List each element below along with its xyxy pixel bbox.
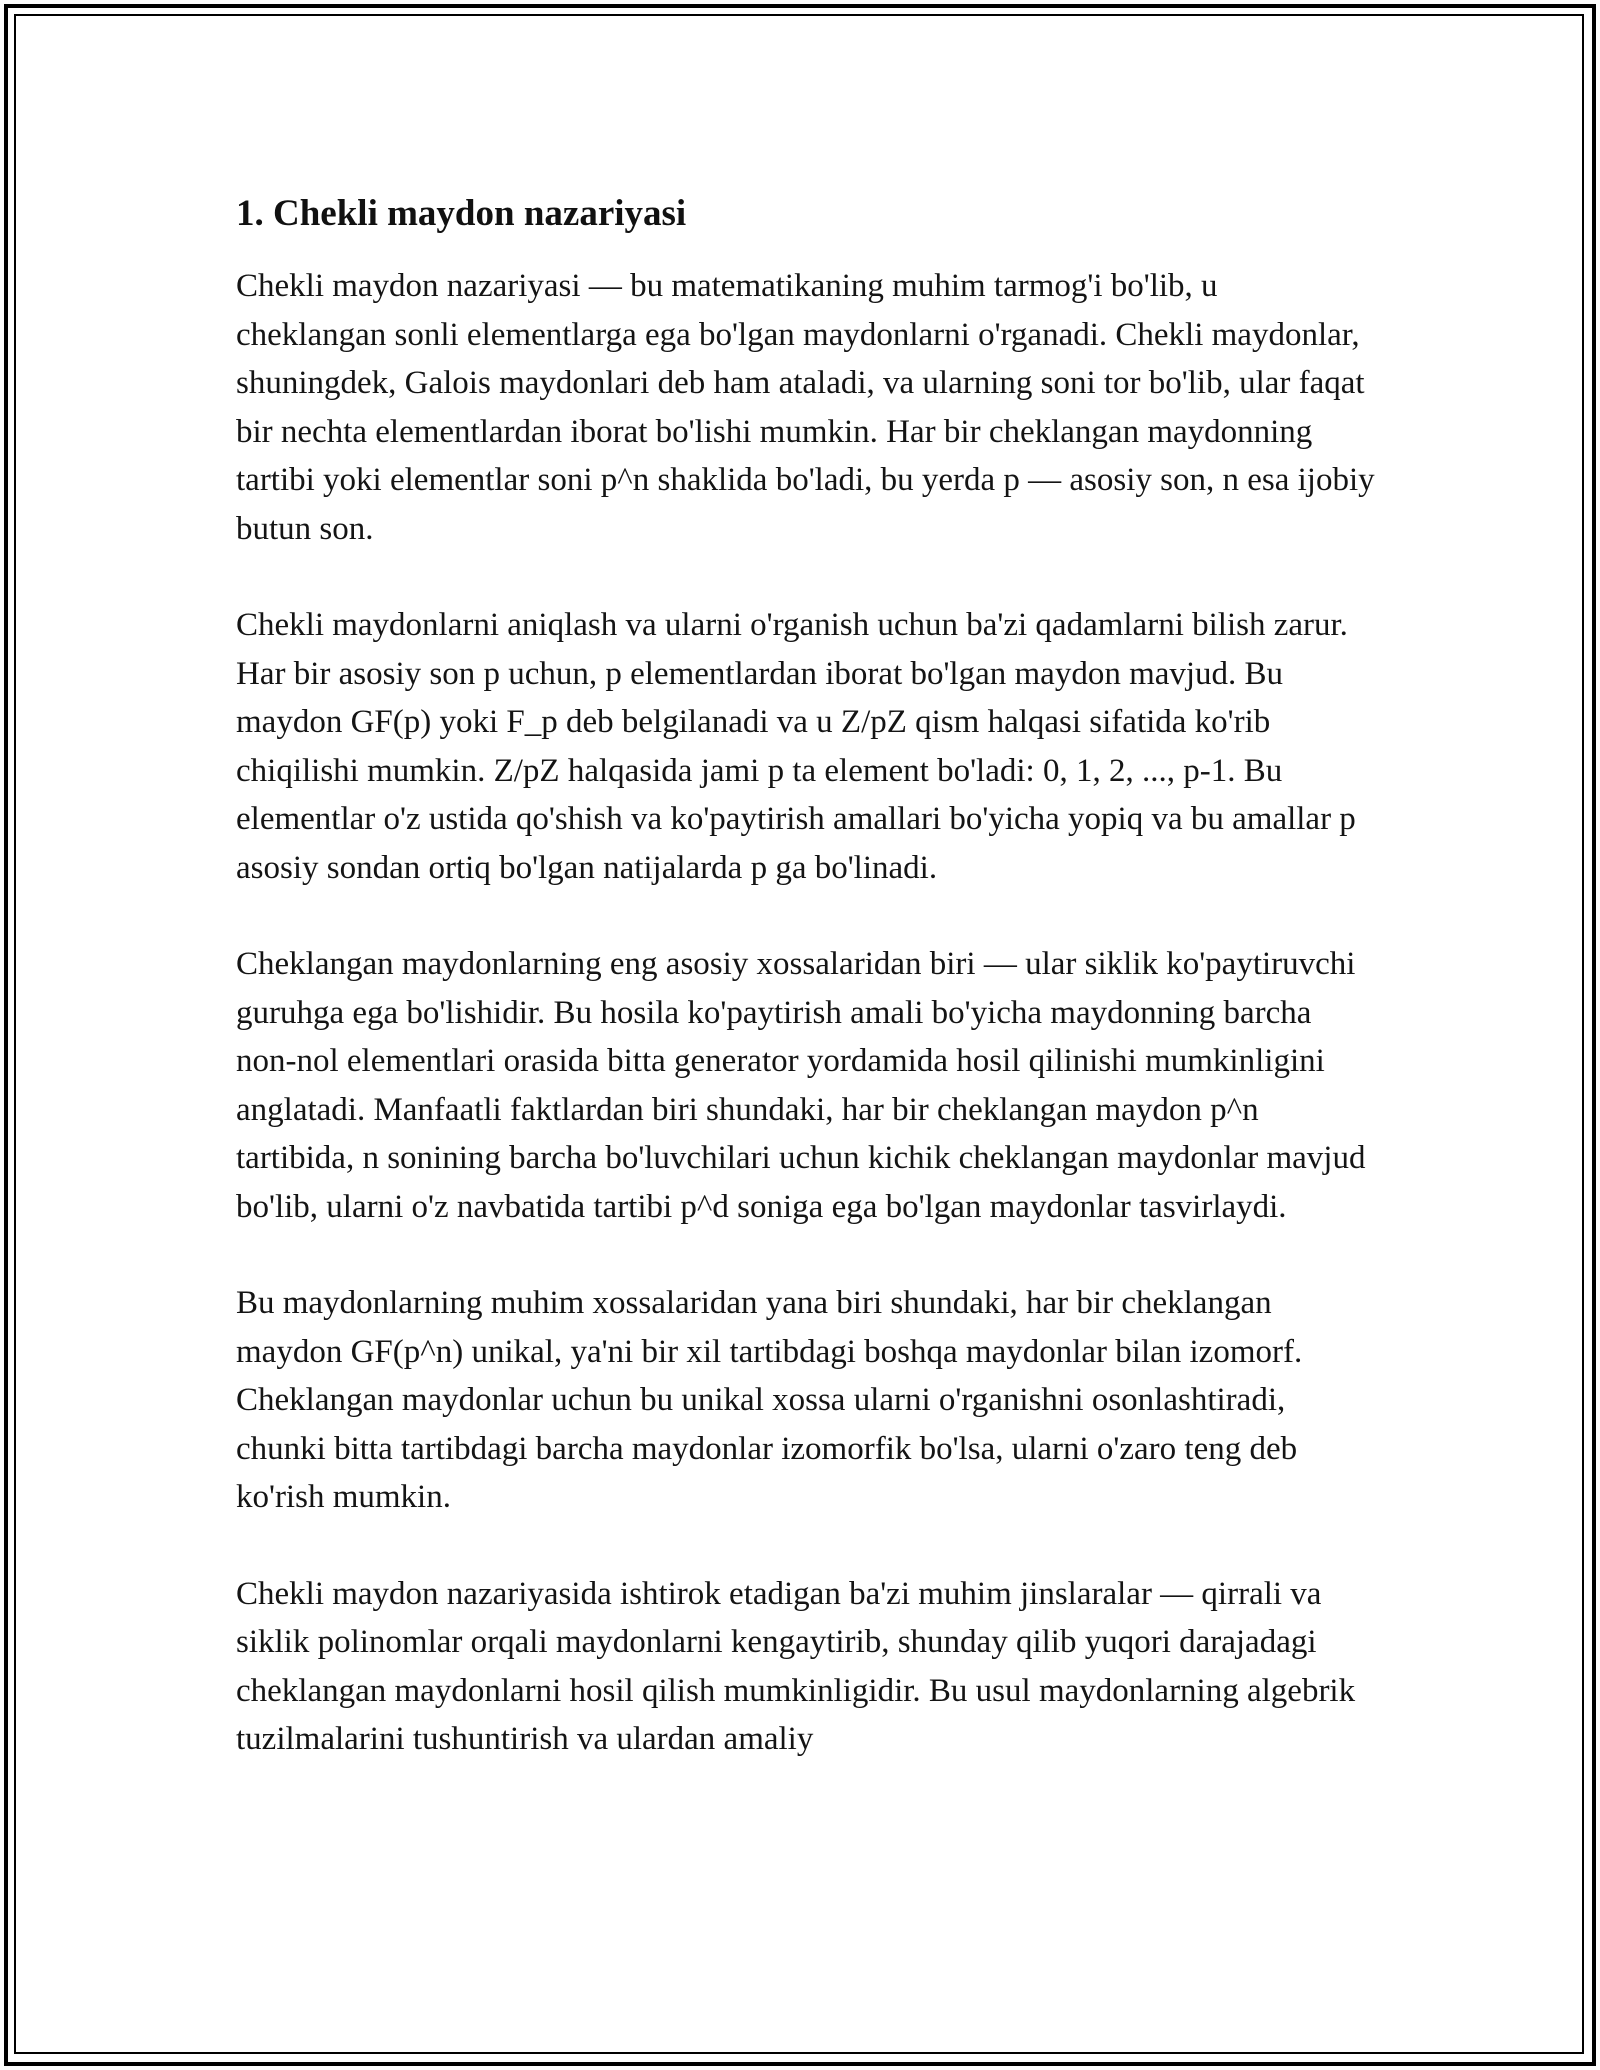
document-body <box>236 186 1376 1812</box>
paragraph-2: Chekli maydonlarni aniqlash va ularni o'rganish uchun ba'zi qadamlarni bilish zarur. Har bir asosiy son p uchun, p elementlardan iborat bo'lgan maydon mavjud. Bu maydon GF(p) yoki F_p deb belgilanadi va u Z/pZ qism halqasi sifatida ko'rib chiqilishi mumkin. Z/pZ halqasida jami p ta element bo'ladi: 0, 1, 2, ..., p-1. Bu elementlar o'z ustida qo'shish va ko'paytirish amallari bo'yicha yopiq va bu amallar p asosiy sondan ortiq bo'lgan natijalarda p ga bo'linadi. <box>236 607 1356 886</box>
paragraph-3: Cheklangan maydonlarning eng asosiy xossalaridan biri — ular siklik ko'paytiruvchi guruhga ega bo'lishidir. Bu hosila ko'paytirish amali bo'yicha maydonning barcha non-nol elementlari orasida bitta generator yordamida hosil qilinishi mumkinligini anglatadi. Manfaatli faktlardan biri shundaki, har bir cheklangan maydon p^n tartibida, n sonining barcha bo'luvchilari uchun kichik cheklangan maydonlar mavjud bo'lib, ularni o'z navbatida tartibi p^d soniga ega bo'lgan maydonlar tasvirlaydi. <box>236 946 1366 1225</box>
paragraph-5: Chekli maydon nazariyasida ishtirok etadigan ba'zi muhim jinslaralar — qirrali va siklik polinomlar orqali maydonlarni kengaytirib, shunday qilib yuqori darajadagi cheklangan maydonlarni hosil qilish mumkinligidir. Bu usul maydonlarning algebrik tuzilmalarini tushuntirish va ulardan amaliy <box>236 1575 1356 1757</box>
paragraph-1: Chekli maydon nazariyasi — bu matematikaning muhim tarmog'i bo'lib, u cheklangan sonli elementlarga ega bo'lgan maydonlarni o'rganadi. Chekli maydonlar, shuningdek, Galois maydonlari deb ham ataladi, va ularning soni tor bo'lib, ular faqat bir nechta elementlardan iborat bo'lishi mumkin. Har bir cheklangan maydonning tartibi yoki elementlar soni p^n shaklida bo'ladi, bu yerda p — asosiy son, n esa ijobiy butun son. <box>236 268 1375 547</box>
paragraph-4: Bu maydonlarning muhim xossalaridan yana biri shundaki, har bir cheklangan maydon GF(p^n) unikal, ya'ni bir xil tartibdagi boshqa maydonlar bilan izomorf. Cheklangan maydonlar uchun bu unikal xossa ularni o'rganishni osonlashtiradi, chunki bitta tartibdagi barcha maydonlar izomorfik bo'lsa, ularni o'zaro teng deb ko'rish mumkin. <box>236 1285 1303 1515</box>
section-heading: 1. Chekli maydon nazariyasi <box>236 193 687 234</box>
